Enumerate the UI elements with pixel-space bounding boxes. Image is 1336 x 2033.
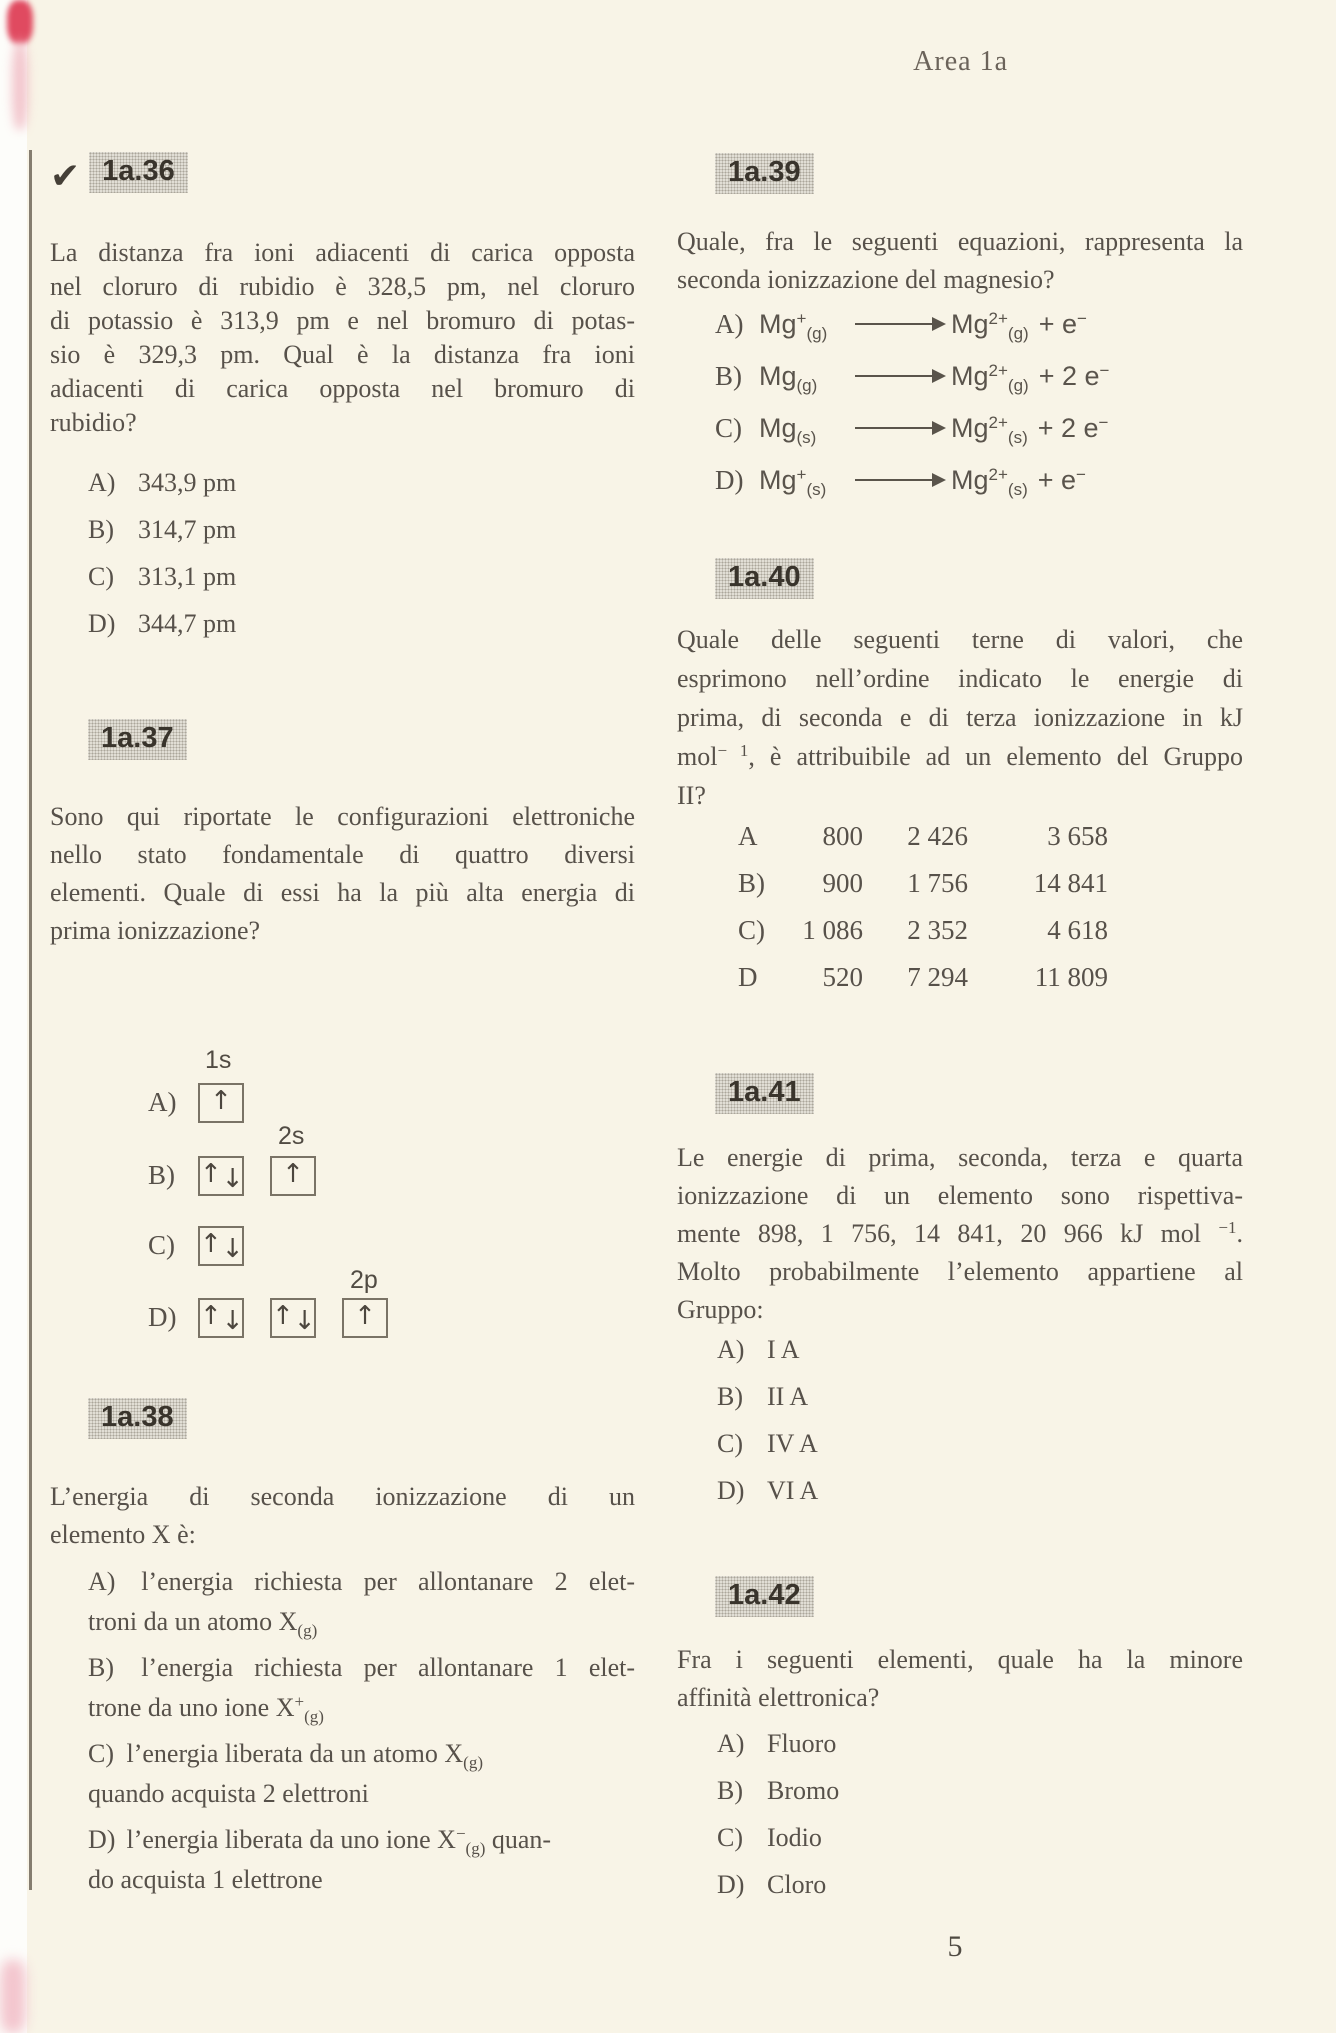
question-header	[677, 153, 1243, 195]
question-body	[50, 236, 635, 440]
option-letter: D)	[148, 1302, 177, 1332]
orbital-box	[198, 1083, 244, 1123]
option-letter: B)	[88, 1653, 114, 1682]
question-body	[677, 620, 1243, 815]
equations-list	[715, 301, 1243, 503]
reaction-arrow-icon	[855, 375, 943, 377]
option-text: Cloro	[767, 1870, 827, 1899]
reaction-arrow-icon	[855, 323, 943, 325]
table-cell: 2 352	[907, 915, 968, 945]
formula-subscript: (g)	[796, 375, 818, 395]
option-text: 343,9 pm	[138, 468, 237, 497]
table-cell: 800	[822, 821, 863, 851]
question-number-badge: 1a.40	[715, 558, 814, 599]
option-text: l’energia richiesta per allontanare 2 elet-	[141, 1567, 636, 1596]
product-formula: $Mg^{2+}_{(s)}$	[951, 412, 1028, 447]
option-letter: A)	[717, 1729, 745, 1758]
option-text: I A	[767, 1335, 800, 1364]
table-cell: 14 841	[1033, 868, 1108, 898]
option-letter: D)	[717, 1870, 745, 1899]
text-line: Quale delle seguenti terne di valori, che	[677, 625, 1243, 654]
option-letter: C)	[717, 1429, 743, 1458]
formula-subscript: (s)	[806, 479, 827, 499]
question-body	[50, 798, 635, 950]
scan-edge-strip	[0, 0, 27, 2033]
orbital-box	[270, 1298, 316, 1338]
option-letter: C)	[738, 915, 765, 945]
option-letter: D)	[88, 1825, 116, 1854]
option-letter: B)	[715, 360, 742, 391]
text-line: La distanza fra ioni adiacenti di carica opposta	[50, 238, 635, 267]
text-line: prima ionizzazione?	[50, 916, 261, 945]
up-arrow-icon: ↑	[272, 1301, 294, 1331]
formula-superscript: 2+	[988, 360, 1008, 380]
option-letter: C)	[148, 1230, 175, 1260]
question-number-badge: 1a.37	[88, 719, 187, 760]
formula-superscript: +	[294, 1692, 305, 1711]
equation-tail: + 2 e−	[1038, 360, 1110, 391]
orbital-box	[198, 1156, 244, 1196]
option-text: 313,1 pm	[138, 562, 237, 591]
option-letter: D	[738, 962, 758, 992]
formula-superscript: 2+	[988, 464, 1008, 484]
option-line	[88, 1562, 635, 1602]
table-cell: 4 618	[1047, 915, 1108, 945]
question-body	[677, 1641, 1243, 1717]
equation-row	[715, 353, 1243, 399]
formula-superscript: −	[1098, 412, 1109, 432]
option-row	[717, 1868, 1243, 1902]
text-line: elemento X è:	[50, 1520, 196, 1549]
option-letter: A)	[148, 1087, 177, 1117]
option-line	[88, 1820, 635, 1860]
equation-row	[715, 301, 1243, 347]
formula-subscript: (s)	[1007, 479, 1028, 499]
table-row	[677, 819, 1243, 853]
question-body	[677, 223, 1243, 299]
option-text: Iodio	[767, 1823, 822, 1852]
option-row	[88, 466, 635, 500]
formula-superscript: −	[1076, 308, 1087, 328]
text-line: Quale, fra le seguenti equazioni, rappresenta la	[677, 227, 1243, 256]
reactant-formula: $Mg_{(g)}$	[759, 360, 818, 395]
up-arrow-icon: ↑	[200, 1229, 222, 1259]
option-text: troni da un atomo X	[88, 1607, 298, 1636]
question-1a40	[677, 558, 1243, 1007]
option-line	[88, 1774, 635, 1814]
option-letter: A)	[717, 1335, 745, 1364]
option-text: do acquista 1 elettrone	[88, 1865, 323, 1894]
orbital-label-2s: 2s	[278, 1122, 305, 1150]
option-text: quan-	[485, 1825, 552, 1854]
up-arrow-icon: ↑	[210, 1086, 232, 1116]
orbital-label-2p: 2p	[350, 1266, 378, 1294]
options-list	[88, 466, 635, 641]
formula-subscript: (g)	[1007, 375, 1029, 395]
option-text: VI A	[767, 1476, 819, 1505]
option-text: quando acquista 2 elettroni	[88, 1779, 369, 1808]
option-letter: B)	[148, 1160, 175, 1190]
scan-artifact-red	[7, 0, 33, 44]
option-row	[717, 1727, 1243, 1761]
table-cell: 3 658	[1047, 821, 1108, 851]
question-number-badge: 1a.39	[715, 153, 814, 194]
formula-subscript: (g)	[1007, 323, 1029, 343]
scan-artifact-pink-top	[12, 40, 28, 130]
option-row	[88, 513, 635, 547]
option-letter: C)	[88, 562, 114, 591]
option-row	[717, 1474, 1243, 1508]
text-line: Fra i seguenti elementi, quale ha la minore	[677, 1645, 1243, 1674]
scan-artifact-pink-bottom	[0, 1960, 26, 2033]
option-letter: B)	[88, 515, 114, 544]
table-cell: 2 426	[907, 821, 968, 851]
equation-tail: + 2 e−	[1037, 412, 1109, 443]
option-row	[88, 1562, 635, 1642]
text-line: di potassio è 313,9 pm e nel bromuro di potas-	[50, 306, 635, 335]
question-header	[50, 152, 635, 197]
option-letter: A	[738, 821, 758, 851]
option-row	[717, 1427, 1243, 1461]
equation-row	[715, 457, 1243, 503]
text-line: mol$^{- 1}$, è attribuibile ad un elemento del Gruppo	[677, 741, 1243, 771]
text-line: II?	[677, 781, 706, 810]
text-line: esprimono nell’ordine indicato le energie di	[677, 664, 1243, 693]
option-letter: C)	[715, 412, 742, 443]
down-arrow-icon: ↓	[221, 1306, 244, 1336]
option-text: l’energia liberata da uno ione X	[126, 1825, 456, 1854]
option-letter: C)	[88, 1739, 114, 1768]
question-header	[50, 719, 635, 761]
table-cell: 1 756	[907, 868, 968, 898]
table-cell: 7 294	[907, 962, 968, 992]
option-text: l’energia richiesta per allontanare 1 elet-	[141, 1653, 636, 1682]
product-formula: $Mg^{2+}_{(g)}$	[951, 360, 1029, 395]
option-row	[88, 1734, 635, 1814]
text-line: Gruppo:	[677, 1295, 764, 1324]
option-row	[717, 1821, 1243, 1855]
table-cell: 11 809	[1034, 962, 1108, 992]
text-line: prima, di seconda e di terza ionizzazione in kJ	[677, 703, 1243, 732]
table-cell: 520	[822, 962, 863, 992]
option-letter: A)	[88, 1567, 116, 1596]
options-list	[717, 1333, 1243, 1508]
option-letter: D)	[715, 464, 744, 495]
product-formula: $Mg^{2+}_{(g)}$	[951, 308, 1029, 343]
question-1a39	[677, 153, 1243, 509]
option-row	[717, 1380, 1243, 1414]
option-letter: D)	[88, 609, 116, 638]
option-letter: A)	[88, 468, 116, 497]
formula-subscript: (g)	[465, 1839, 486, 1858]
up-arrow-icon: ↑	[282, 1159, 304, 1189]
down-arrow-icon: ↓	[221, 1234, 244, 1264]
option-letter: B)	[717, 1776, 743, 1805]
up-arrow-icon: ↑	[200, 1301, 222, 1331]
reaction-arrow-icon	[855, 427, 943, 429]
orbital-box	[198, 1298, 244, 1338]
text-line: Le energie di prima, seconda, terza e quarta	[677, 1143, 1243, 1172]
question-header	[50, 1398, 635, 1440]
formula-subscript: (g)	[463, 1753, 483, 1772]
running-head-area-label: Area 1a	[913, 46, 1008, 77]
formula-subscript: (s)	[1007, 427, 1028, 447]
text-line: adiacenti di carica opposta nel bromuro di	[50, 374, 635, 403]
question-number-badge: 1a.42	[715, 1576, 814, 1617]
option-row	[717, 1333, 1243, 1367]
question-1a36	[50, 152, 635, 654]
table-row	[677, 913, 1243, 947]
option-letter: C)	[717, 1823, 743, 1852]
option-text: 344,7 pm	[138, 609, 237, 638]
question-header	[677, 1576, 1243, 1618]
question-number-badge: 1a.38	[88, 1398, 187, 1439]
text-line: affinità elettronica?	[677, 1683, 880, 1712]
orbital-box	[342, 1298, 388, 1338]
orbital-box	[198, 1226, 244, 1266]
text-line: nello stato fondamentale di quattro diversi	[50, 840, 635, 869]
reactant-formula: $Mg^+_{(s)}$	[759, 464, 827, 499]
option-letter: B)	[717, 1382, 743, 1411]
option-text: Bromo	[767, 1776, 840, 1805]
question-body	[50, 1478, 635, 1554]
option-line	[88, 1860, 635, 1900]
text-line: Sono qui riportate le configurazioni elettroniche	[50, 802, 635, 831]
formula-superscript: − 1	[717, 741, 749, 760]
options-list	[88, 1562, 635, 1900]
option-row	[88, 1820, 635, 1900]
option-row	[717, 1774, 1243, 1808]
option-line	[88, 1602, 635, 1642]
option-text: l’energia liberata da un atomo X	[126, 1739, 464, 1768]
option-text: II A	[767, 1382, 809, 1411]
page-number: 5	[947, 1930, 963, 1963]
formula-subscript: (g)	[297, 1621, 318, 1640]
text-line: sio è 329,3 pm. Qual è la distanza fra ioni	[50, 340, 635, 369]
option-row	[88, 607, 635, 641]
option-text: IV A	[767, 1429, 818, 1458]
option-text: 314,7 pm	[138, 515, 237, 544]
question-header	[677, 1073, 1243, 1115]
option-text: trone da uno ione X	[88, 1693, 295, 1722]
option-line	[88, 1734, 635, 1774]
formula-superscript: −	[1076, 464, 1086, 484]
text-line: nel cloruro di rubidio è 328,5 pm, nel cloruro	[50, 272, 635, 301]
orbital-box	[270, 1156, 316, 1196]
equation-row	[715, 405, 1243, 451]
formula-superscript: +	[796, 308, 807, 328]
formula-superscript: −	[1099, 360, 1110, 380]
question-number-badge: 1a.36	[89, 152, 188, 193]
down-arrow-icon: ↓	[221, 1164, 244, 1194]
option-text: Fluoro	[767, 1729, 837, 1758]
product-formula: $Mg^{2+}_{(s)}$	[951, 464, 1028, 499]
text-line: ionizzazione di un elemento sono rispettiva-	[677, 1181, 1243, 1210]
question-1a42	[677, 1576, 1243, 1915]
option-letter: B)	[738, 868, 765, 898]
formula-superscript: −1	[1218, 1218, 1237, 1237]
table-row	[677, 866, 1243, 900]
question-1a37	[50, 719, 635, 1399]
formula-superscript: −	[455, 1824, 466, 1843]
table-row	[677, 960, 1243, 994]
orbital-label-1s: 1s	[205, 1046, 232, 1074]
values-table	[677, 819, 1243, 994]
up-arrow-icon: ↑	[354, 1301, 376, 1331]
text-line: seconda ionizzazione del magnesio?	[677, 265, 1055, 294]
left-column-rule	[29, 150, 32, 1890]
text-line: elementi. Quale di essi ha la più alta energia di	[50, 878, 635, 907]
formula-subscript: (g)	[304, 1707, 324, 1726]
text-line: Molto probabilmente l’elemento appartiene al	[677, 1257, 1243, 1286]
up-arrow-icon: ↑	[200, 1159, 222, 1189]
formula-superscript: +	[796, 464, 807, 484]
table-cell: 1 086	[802, 915, 863, 945]
text-line: mente 898, 1 756, 14 841, 20 966 kJ mol $^{-1}$.	[677, 1218, 1243, 1248]
formula-subscript: (s)	[796, 427, 817, 447]
formula-superscript: 2+	[988, 308, 1008, 328]
option-line	[88, 1648, 635, 1688]
question-1a38	[50, 1398, 635, 1906]
checkmark-icon: ✔	[50, 155, 81, 197]
question-header	[677, 558, 1243, 600]
option-line	[88, 1688, 635, 1728]
reactant-formula: $Mg^+_{(g)}$	[759, 308, 828, 343]
question-1a41	[677, 1073, 1243, 1521]
option-row	[88, 560, 635, 594]
options-list	[717, 1727, 1243, 1902]
down-arrow-icon: ↓	[293, 1306, 316, 1336]
text-line: L’energia di seconda ionizzazione di un	[50, 1482, 635, 1511]
question-body	[677, 1139, 1243, 1329]
question-number-badge: 1a.41	[715, 1073, 814, 1114]
formula-superscript: 2+	[988, 412, 1008, 432]
equation-tail: + e−	[1037, 464, 1086, 495]
table-cell: 900	[822, 868, 863, 898]
option-row	[88, 1648, 635, 1728]
formula-subscript: (g)	[806, 323, 828, 343]
text-line: rubidio?	[50, 408, 137, 437]
reactant-formula: $Mg_{(s)}$	[759, 412, 817, 447]
equation-tail: + e−	[1038, 308, 1087, 339]
option-letter: D)	[717, 1476, 745, 1505]
option-letter: A)	[715, 308, 744, 339]
reaction-arrow-icon	[855, 479, 943, 481]
